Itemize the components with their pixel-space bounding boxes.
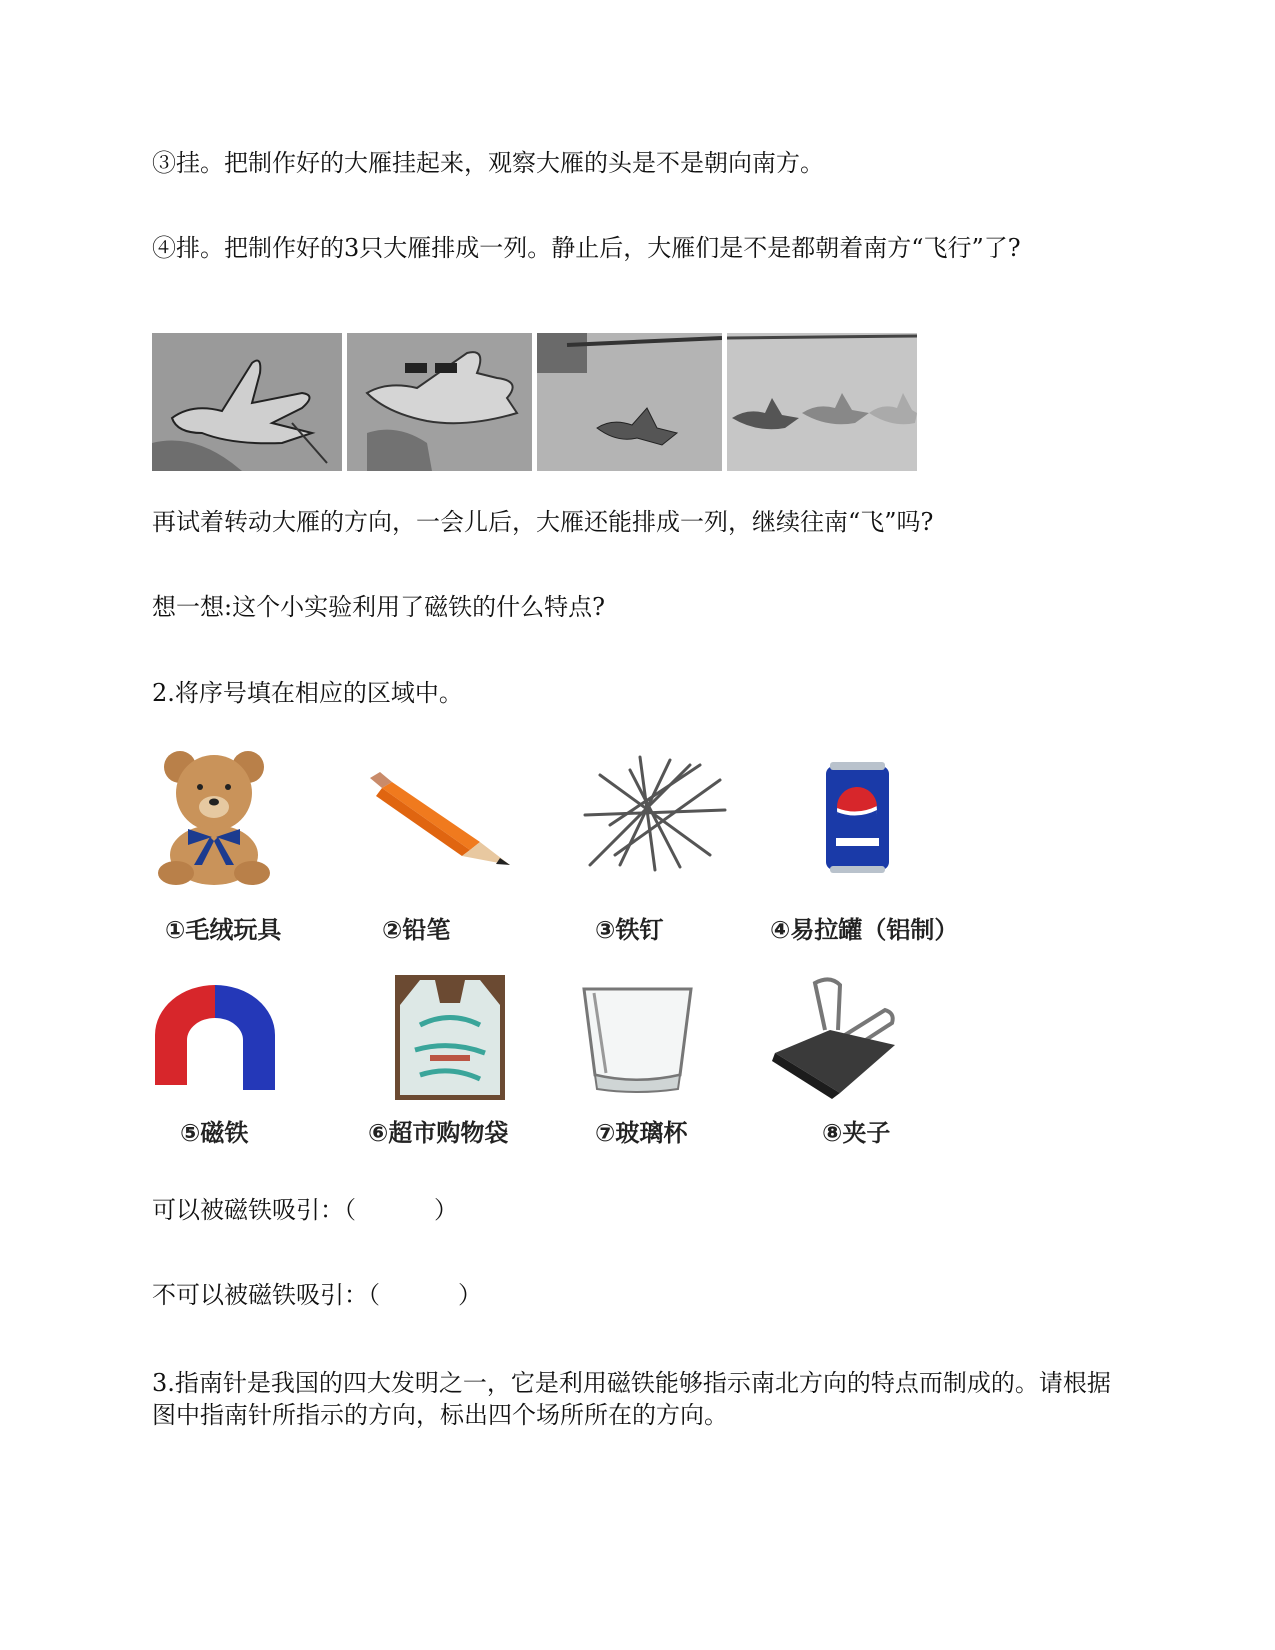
cannot-attract-label: 不可以被磁铁吸引：（ [152, 1281, 380, 1309]
horseshoe-magnet-icon [150, 980, 280, 1095]
item-label: ⑥超市购物袋 [368, 1119, 509, 1147]
item-label: ④易拉罐（铝制） [770, 916, 959, 944]
item-label: ①毛绒玩具 [165, 916, 282, 944]
item-label: ⑤磁铁 [180, 1119, 249, 1147]
try-again-text: 再试着转动大雁的方向，一会儿后，大雁还能排成一列，继续往南“飞”吗? [152, 508, 934, 536]
soda-can-icon [820, 760, 895, 875]
glass-cup-icon [580, 985, 695, 1095]
question-2-title: 2.将序号填在相应的区域中。 [152, 679, 463, 707]
photo-hanging-goose [537, 333, 722, 471]
item-label: ⑦玻璃杯 [595, 1119, 688, 1147]
photo-drawing-goose [152, 333, 342, 471]
can-attract-line [152, 1195, 458, 1225]
question-3-text: 3.指南针是我国的四大发明之一，它是利用磁铁能够指示南北方向的特点而制成的。请根据图中指南针所指示的方向，标出四个场所所在的方向。 [152, 1369, 1111, 1429]
item-label: ②铅笔 [382, 916, 451, 944]
binder-clip-icon [770, 975, 900, 1100]
think-text: 想一想:这个小实验利用了磁铁的什么特点? [152, 593, 605, 621]
step-4-text: ④排。把制作好的3只大雁排成一列。静止后，大雁们是不是都朝着南方“飞行”了? [152, 234, 1021, 262]
close-paren: ） [434, 1196, 458, 1224]
iron-nails-icon [580, 755, 730, 875]
photo-three-geese [727, 333, 917, 471]
teddy-bear-icon [150, 745, 278, 885]
can-attract-label: 可以被磁铁吸引：（ [152, 1196, 356, 1224]
item-label: ⑧夹子 [822, 1119, 891, 1147]
cannot-attract-line [152, 1280, 482, 1310]
step-3-text: ③挂。把制作好的大雁挂起来，观察大雁的头是不是朝向南方。 [152, 149, 824, 177]
close-paren: ） [458, 1281, 482, 1309]
item-label: ③铁钉 [595, 916, 664, 944]
photo-cut-goose [347, 333, 532, 471]
pencil-icon [350, 770, 520, 875]
shopping-bag-icon [395, 975, 505, 1100]
